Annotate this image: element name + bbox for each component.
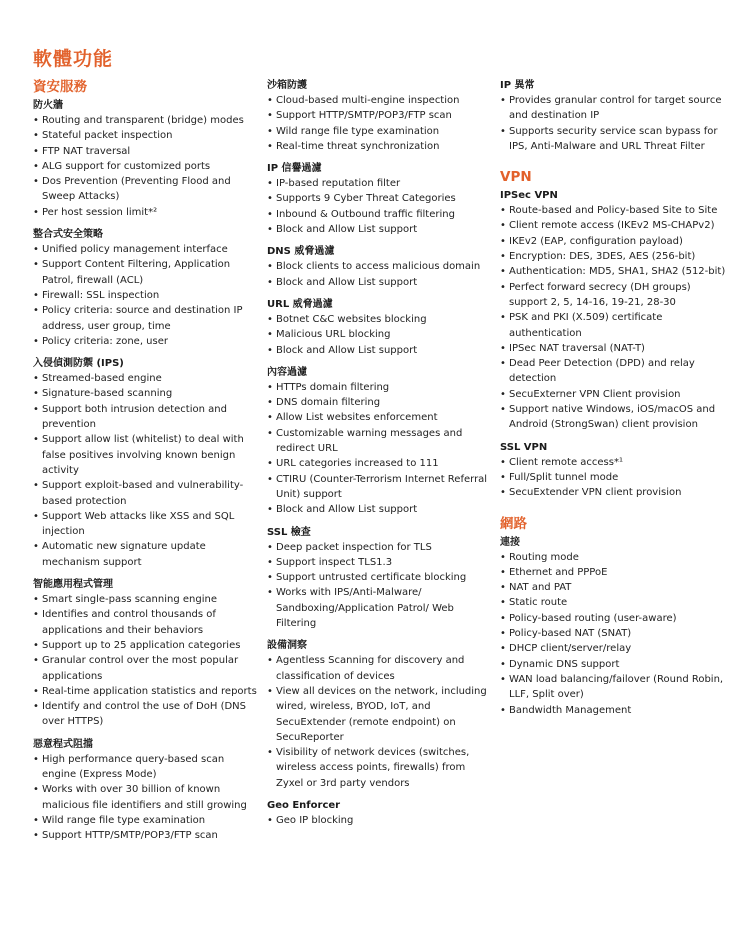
feature-item: • HTTPs domain filtering: [267, 380, 495, 395]
section-title: 入侵偵測防禦 (IPS): [33, 358, 124, 370]
feature-item: • Wild range file type examination: [267, 124, 495, 139]
section-title: IP 異常: [500, 80, 535, 91]
feature-item: • DHCP client/server/relay: [500, 641, 732, 656]
feature-list: [33, 242, 259, 349]
feature-item: • Deep packet inspection for TLS: [267, 540, 495, 555]
feature-item: • High performance query-based scan engine (Express Mode): [33, 752, 259, 783]
feature-item: • Block and Allow List support: [267, 343, 495, 358]
feature-item: • Customizable warning messages and redirect URL: [267, 426, 495, 457]
feature-item: • Client remote access (IKEv2 MS-CHAPv2): [500, 218, 732, 233]
feature-item: • Stateful packet inspection: [33, 128, 259, 143]
feature-item: • Cloud-based multi-engine inspection: [267, 93, 495, 108]
feature-list: [267, 653, 495, 791]
section-title: 防火牆: [33, 100, 63, 111]
feature-list: [500, 455, 732, 501]
category-networking: 網路: [500, 515, 527, 532]
feature-item: • Dead Peer Detection (DPD) and relay detection: [500, 356, 732, 387]
section-title: IPSec VPN: [500, 190, 558, 202]
section-title: 惡意程式阻擋: [33, 738, 93, 750]
feature-item: • Support HTTP/SMTP/POP3/FTP scan: [33, 828, 259, 843]
feature-item: • Block and Allow List support: [267, 502, 495, 517]
feature-item: • Support up to 25 application categories: [33, 638, 259, 653]
feature-list: [500, 203, 732, 432]
feature-list: [267, 312, 495, 358]
feature-item: • Inbound & Outbound traffic filtering: [267, 207, 495, 222]
feature-item: • Authentication: MD5, SHA1, SHA2 (512-bit): [500, 264, 732, 279]
feature-item: • ALG support for customized ports: [33, 159, 259, 174]
section-ipsec-vpn: [500, 188, 732, 432]
section-sandboxing: [267, 78, 495, 154]
feature-item: • Wild range file type examination: [33, 813, 259, 828]
feature-item: • Encryption: DES, 3DES, AES (256-bit): [500, 249, 732, 264]
section-title: 沙箱防護: [267, 80, 307, 91]
feature-list: [267, 813, 495, 828]
section-title: IP 信譽過濾: [267, 163, 322, 175]
feature-item: • IPSec NAT traversal (NAT-T): [500, 341, 732, 356]
feature-item: • CTIRU (Counter-Terrorism Internet Referral Unit) support: [267, 472, 495, 503]
feature-item: • Real-time application statistics and reports: [33, 684, 259, 699]
feature-item: • Support inspect TLS1.3: [267, 555, 495, 570]
feature-list: [267, 176, 495, 237]
feature-item: • Perfect forward secrecy (DH groups) support 2, 5, 14-16, 19-21, 28-30: [500, 280, 732, 311]
category-vpn: VPN: [500, 169, 532, 186]
category-security-services: 資安服務: [33, 79, 87, 95]
section-title: 設備洞察: [267, 640, 307, 652]
section-title: 內容過濾: [267, 366, 307, 378]
feature-item: • Visibility of network devices (switches, wireless access points, firewalls) from Zyxel or 3rd party vendors: [267, 745, 495, 791]
feature-item: • Support native Windows, iOS/macOS and Android (StrongSwan) client provision: [500, 402, 732, 433]
feature-item: • Real-time threat synchronization: [267, 139, 495, 154]
feature-item: • Client remote access*¹: [500, 455, 732, 470]
feature-item: • Automatic new signature update mechanism support: [33, 539, 259, 570]
feature-item: • NAT and PAT: [500, 580, 732, 595]
section-title: 智能應用程式管理: [33, 579, 113, 591]
feature-item: • Identify and control the use of DoH (DNS over HTTPS): [33, 699, 259, 730]
column-2: [267, 78, 495, 828]
feature-list: [500, 93, 732, 154]
feature-item: • URL categories increased to 111: [267, 456, 495, 471]
section-content-filter: [267, 365, 495, 518]
section-title: 連接: [500, 536, 520, 548]
section-dns-threat: [267, 244, 495, 290]
feature-item: • Policy-based routing (user-aware): [500, 611, 732, 626]
column-1: [33, 78, 259, 843]
feature-item: • Provides granular control for target source and destination IP: [500, 93, 732, 124]
feature-item: • Allow List websites enforcement: [267, 410, 495, 425]
feature-item: • Works with IPS/Anti-Malware/ Sandboxing/Application Patrol/ Web Filtering: [267, 585, 495, 631]
feature-item: • Routing mode: [500, 550, 732, 565]
feature-item: • Policy criteria: zone, user: [33, 334, 259, 349]
feature-item: • WAN load balancing/failover (Round Robin, LLF, Split over): [500, 672, 732, 703]
feature-list: [267, 380, 495, 518]
feature-item: • Firewall: SSL inspection: [33, 288, 259, 303]
section-device-insight: [267, 638, 495, 791]
feature-list: [33, 752, 259, 844]
feature-item: • SecuExtender VPN client provision: [500, 485, 732, 500]
feature-item: • Support untrusted certificate blocking: [267, 570, 495, 585]
feature-item: • Policy-based NAT (SNAT): [500, 626, 732, 641]
feature-item: • Supports 9 Cyber Threat Categories: [267, 191, 495, 206]
feature-item: • Full/Split tunnel mode: [500, 470, 732, 485]
feature-item: • Support Web attacks like XSS and SQL injection: [33, 509, 259, 540]
section-connectivity: [500, 535, 732, 718]
feature-item: • Block and Allow List support: [267, 275, 495, 290]
feature-item: • IP-based reputation filter: [267, 176, 495, 191]
feature-item: • Per host session limit*²: [33, 205, 259, 220]
feature-item: • Route-based and Policy-based Site to Site: [500, 203, 732, 218]
feature-item: • Geo IP blocking: [267, 813, 495, 828]
section-ssl-inspection: [267, 525, 495, 632]
feature-item: • FTP NAT traversal: [33, 144, 259, 159]
section-title: URL 威脅過濾: [267, 298, 333, 310]
feature-list: [267, 259, 495, 290]
feature-item: • Static route: [500, 595, 732, 610]
section-title: Geo Enforcer: [267, 799, 341, 811]
section-ssl-vpn: [500, 440, 732, 501]
section-title: SSL 檢查: [267, 526, 311, 538]
feature-list: [267, 93, 495, 154]
feature-list: [267, 540, 495, 632]
section-title: 整合式安全策略: [33, 229, 103, 241]
feature-item: • Support both intrusion detection and prevention: [33, 402, 259, 433]
feature-item: • Support Content Filtering, Application Patrol, firewall (ACL): [33, 257, 259, 288]
feature-list: [33, 371, 259, 570]
feature-item: • Smart single-pass scanning engine: [33, 592, 259, 607]
feature-item: • Support exploit-based and vulnerability-based protection: [33, 478, 259, 509]
feature-item: • Support allow list (whitelist) to deal with false positives involving known benign activity: [33, 432, 259, 478]
feature-item: • Botnet C&C websites blocking: [267, 312, 495, 327]
feature-item: • Block and Allow List support: [267, 222, 495, 237]
section-ip-exception: [500, 78, 732, 154]
section-geo-enforcer: [267, 798, 495, 828]
feature-item: • View all devices on the network, including wired, wireless, BYOD, IoT, and SecuExtender (remote endpoint) on SecuReporter: [267, 684, 495, 745]
feature-list: [33, 113, 259, 220]
section-ips: [33, 356, 259, 570]
feature-item: • Routing and transparent (bridge) modes: [33, 113, 259, 128]
section-title: DNS 威脅過濾: [267, 246, 335, 258]
section-anti-malware: [33, 737, 259, 844]
section-title: SSL VPN: [500, 441, 548, 453]
feature-item: • Identifies and control thousands of applications and their behaviors: [33, 607, 259, 638]
section-unified-policy: [33, 227, 259, 349]
feature-item: • Dynamic DNS support: [500, 657, 732, 672]
feature-item: • Streamed-based engine: [33, 371, 259, 386]
feature-item: • SecuExterner VPN Client provision: [500, 387, 732, 402]
feature-list: [500, 550, 732, 718]
feature-item: • Granular control over the most popular applications: [33, 653, 259, 684]
feature-item: • Support HTTP/SMTP/POP3/FTP scan: [267, 108, 495, 123]
feature-item: • Signature-based scanning: [33, 386, 259, 401]
feature-item: • DNS domain filtering: [267, 395, 495, 410]
feature-item: • Malicious URL blocking: [267, 327, 495, 342]
feature-item: • Supports security service scan bypass for IPS, Anti-Malware and URL Threat Filter: [500, 124, 732, 155]
feature-item: • IKEv2 (EAP, configuration payload): [500, 234, 732, 249]
feature-item: • Ethernet and PPPoE: [500, 565, 732, 580]
column-3: [500, 78, 732, 718]
section-url-threat: [267, 297, 495, 358]
feature-list: [33, 592, 259, 730]
feature-item: • PSK and PKI (X.509) certificate authentication: [500, 310, 732, 341]
feature-item: • Agentless Scanning for discovery and classification of devices: [267, 653, 495, 684]
feature-item: • Policy criteria: source and destination IP address, user group, time: [33, 303, 259, 334]
feature-item: • Works with over 30 billion of known malicious file identifiers and still growing: [33, 782, 259, 813]
section-app-patrol: [33, 577, 259, 730]
feature-item: • Unified policy management interface: [33, 242, 259, 257]
section-firewall: [33, 98, 259, 220]
feature-item: • Block clients to access malicious domain: [267, 259, 495, 274]
feature-item: • Dos Prevention (Preventing Flood and Sweep Attacks): [33, 174, 259, 205]
section-ip-reputation: [267, 161, 495, 237]
page-title: 軟體功能: [33, 48, 114, 70]
feature-item: • Bandwidth Management: [500, 703, 732, 718]
